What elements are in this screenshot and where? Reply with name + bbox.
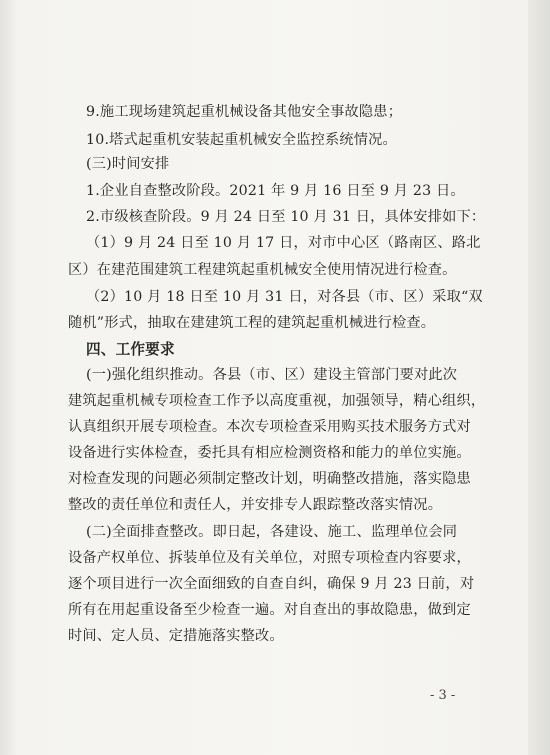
text-line-13: 认真组织开展专项检查。本次专项检查采用购买技术服务方式对 bbox=[68, 419, 471, 435]
text-line-1: 9.施工现场建筑起重机械设备其他安全事故隐患； bbox=[86, 104, 403, 120]
page-number: - 3 - bbox=[430, 688, 456, 703]
text-line-19: 逐个项目进行一次全面细致的自查自纠，确保 9 月 23 日前，对 bbox=[68, 576, 475, 592]
text-line-11: (一)强化组织推动。各县（市、区）建设主管部门要对此次 bbox=[86, 367, 458, 383]
text-line-21: 时间、定人员、定措施落实整改。 bbox=[68, 628, 284, 644]
page-edge bbox=[528, 0, 550, 755]
text-line-5: 2.市级核查阶段。9 月 24 日至 10 月 31 日，具体安排如下： bbox=[86, 209, 486, 225]
text-line-8: （2）10 月 18 日至 10 月 31 日，对各县（市、区）采取“双 bbox=[86, 289, 483, 305]
section-heading-requirements: 四、工作要求 bbox=[86, 341, 175, 358]
text-line-20: 所有在用起重设备至少检查一遍。对自查出的事故隐患，做到定 bbox=[68, 602, 471, 618]
text-line-2: 10.塔式起重机安装起重机械安全监控系统情况。 bbox=[86, 132, 397, 148]
text-line-12: 建筑起重机械专项检查工作予以高度重视，加强领导，精心组织， bbox=[68, 393, 486, 409]
text-line-17: (二)全面排查整改。即日起，各建设、施工、监理单位会同 bbox=[86, 524, 458, 540]
section-heading-schedule: (三)时间安排 bbox=[86, 156, 170, 172]
text-line-16: 整改的责任单位和责任人，并安排专人跟踪整改落实情况。 bbox=[68, 497, 443, 513]
text-line-7: 区）在建范围建筑工程建筑起重机械安全使用情况进行检查。 bbox=[68, 262, 457, 278]
text-line-18: 设备产权单位、拆装单位及有关单位，对照专项检查内容要求， bbox=[68, 550, 471, 566]
text-line-4: 1.企业自查整改阶段。2021 年 9 月 16 日至 9 月 23 日。 bbox=[86, 183, 465, 199]
text-line-9: 随机”形式，抽取在建建筑工程的建筑起重机械进行检查。 bbox=[68, 315, 436, 331]
text-line-6: （1）9 月 24 日至 10 月 17 日，对市中心区（路南区、路北 bbox=[86, 235, 481, 251]
text-line-15: 对检查发现的问题必须制定整改计划，明确整改措施，落实隐患 bbox=[68, 471, 471, 487]
text-line-14: 设备进行实体检查，委托具有相应检测资格和能力的单位实施。 bbox=[68, 445, 471, 461]
